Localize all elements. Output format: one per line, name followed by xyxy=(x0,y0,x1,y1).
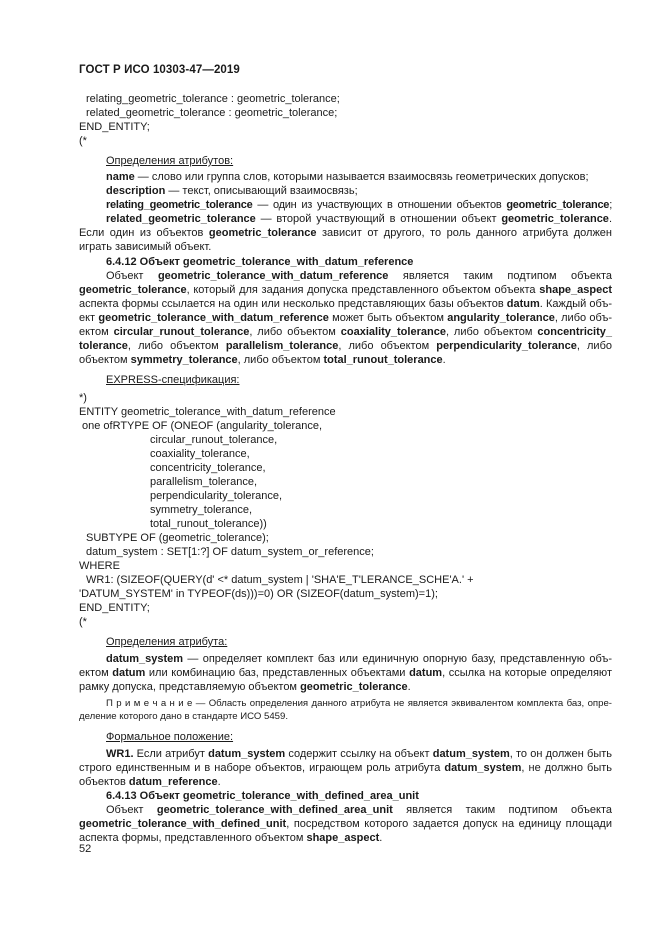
note-line: П р и м е ч а н и е — Область определения данного атрибута не является эквивалентом комплекта баз, опре- xyxy=(106,698,612,709)
code-line: WHERE xyxy=(79,560,120,572)
paragraph-line: geometric_tolerance_with_defined_unit, посредством которого задается допуск на единицу площади xyxy=(79,818,612,830)
paragraph-line: geometric_tolerance, который для задания допуска представленного объектом объекта shape_aspect xyxy=(79,284,612,296)
code-line: 'DATUM_SYSTEM' in TYPEOF(ds)))=0) OR (SIZEOF(datum_system)=1); xyxy=(79,588,438,600)
paragraph-line: строго единственным и в наборе объектов, играющем роль атрибута datum_system, не должно быть xyxy=(79,762,612,774)
code-line: related_geometric_tolerance : geometric_tolerance; xyxy=(86,107,338,119)
code-line: perpendicularity_tolerance, xyxy=(150,490,283,502)
attr-def-relating: relating_geometric_tolerance — один из участвующих в отношении объектов geometric_tolerance; xyxy=(106,199,612,211)
paragraph-line: рамку допуска, представляемую объектом geometric_tolerance. xyxy=(79,681,411,693)
formal-heading: Формальное положение: xyxy=(106,731,234,743)
code-line: coaxiality_tolerance, xyxy=(150,448,250,460)
code-line: concentricity_tolerance, xyxy=(150,462,266,474)
paragraph-line: tolerance, либо объектом parallelism_tolerance, либо объектом perpendicularity_tolerance, либо xyxy=(79,340,612,352)
attr-def-description: description — текст, описывающий взаимосвязь; xyxy=(106,185,358,197)
paragraph-line: аспекта формы ссылается на один или несколько представляющих базы объектов datum. Каждый объ- xyxy=(79,298,612,310)
paragraph-line: объектом symmetry_tolerance, либо объектом total_runout_tolerance. xyxy=(79,354,446,366)
code-line: (* xyxy=(79,616,87,628)
code-line: datum_system : SET[1:?] OF datum_system_or_reference; xyxy=(86,546,374,558)
code-line: END_ENTITY; xyxy=(79,121,150,133)
code-line: total_runout_tolerance)) xyxy=(150,518,267,530)
page-number: 52 xyxy=(79,843,92,855)
section-title-6-4-13: 6.4.13 Объект geometric_tolerance_with_defined_area_unit xyxy=(106,790,419,802)
paragraph-line: ект geometric_tolerance_with_datum_reference может быть объектом angularity_tolerance, либо объ- xyxy=(79,312,612,324)
code-line: (* xyxy=(79,135,87,147)
paragraph-line: datum_system — определяет комплект баз или единичную опорную базу, представленную объ- xyxy=(106,653,612,665)
note-line: деление которого дано в стандарте ИСО 5459. xyxy=(79,711,289,722)
paragraph-line: ектом datum или комбинацию баз, представленных объектами datum, ссылка на которые определяют xyxy=(79,667,612,679)
paragraph-line: WR1. Если атрибут datum_system содержит ссылку на объект datum_system, то он должен быть xyxy=(106,748,613,760)
code-line: WR1: (SIZEOF(QUERY(d' <* datum_system | 'SHA'E_T'LERANCE_SCHE'A.' + xyxy=(86,574,474,586)
paragraph-line: Объект geometric_tolerance_with_datum_reference является таким подтипом объекта xyxy=(106,270,612,282)
document-header: ГОСТ Р ИСО 10303-47—2019 xyxy=(79,64,240,76)
section-title-6-4-12: 6.4.12 Объект geometric_tolerance_with_datum_reference xyxy=(106,256,414,268)
attr-def2-heading: Определения атрибута: xyxy=(106,636,228,648)
code-line: circular_runout_tolerance, xyxy=(150,434,278,446)
code-line: relating_geometric_tolerance : geometric_tolerance; xyxy=(86,93,340,105)
attr-def-continuation-end: играть зависимый объект. xyxy=(79,241,212,253)
attr-def-name: name — слово или группа слов, которыми называется взаимосвязь геометрических допусков; xyxy=(106,171,589,183)
code-line: one ofRTYPE OF (ONEOF (angularity_tolerance, xyxy=(82,420,323,432)
paragraph-line: Объект geometric_tolerance_with_defined_area_unit является таким подтипом объекта xyxy=(106,804,612,816)
code-line: SUBTYPE OF (geometric_tolerance); xyxy=(86,532,269,544)
code-line: END_ENTITY; xyxy=(79,602,150,614)
code-line: ENTITY geometric_tolerance_with_datum_reference xyxy=(79,406,336,418)
paragraph-line: объектов datum_reference. xyxy=(79,776,221,788)
attr-def-related: related_geometric_tolerance — второй участвующий в отношении объект geometric_tolerance. xyxy=(106,213,612,225)
paragraph-line: ектом circular_runout_tolerance, либо объектом coaxiality_tolerance, либо объектом concentricity_ xyxy=(79,326,612,338)
paragraph-line: аспекта формы, представленного объектом shape_aspect. xyxy=(79,832,383,844)
attr-defs-heading: Определения атрибутов: xyxy=(106,155,234,167)
code-line: symmetry_tolerance, xyxy=(150,504,253,516)
code-line: *) xyxy=(79,392,87,404)
express-heading: EXPRESS-спецификация: xyxy=(106,374,240,386)
attr-def-continuation: Если один из объектов geometric_tolerance зависит от другого, то роль данного атрибута должен xyxy=(79,227,612,239)
code-line: parallelism_tolerance, xyxy=(150,476,257,488)
